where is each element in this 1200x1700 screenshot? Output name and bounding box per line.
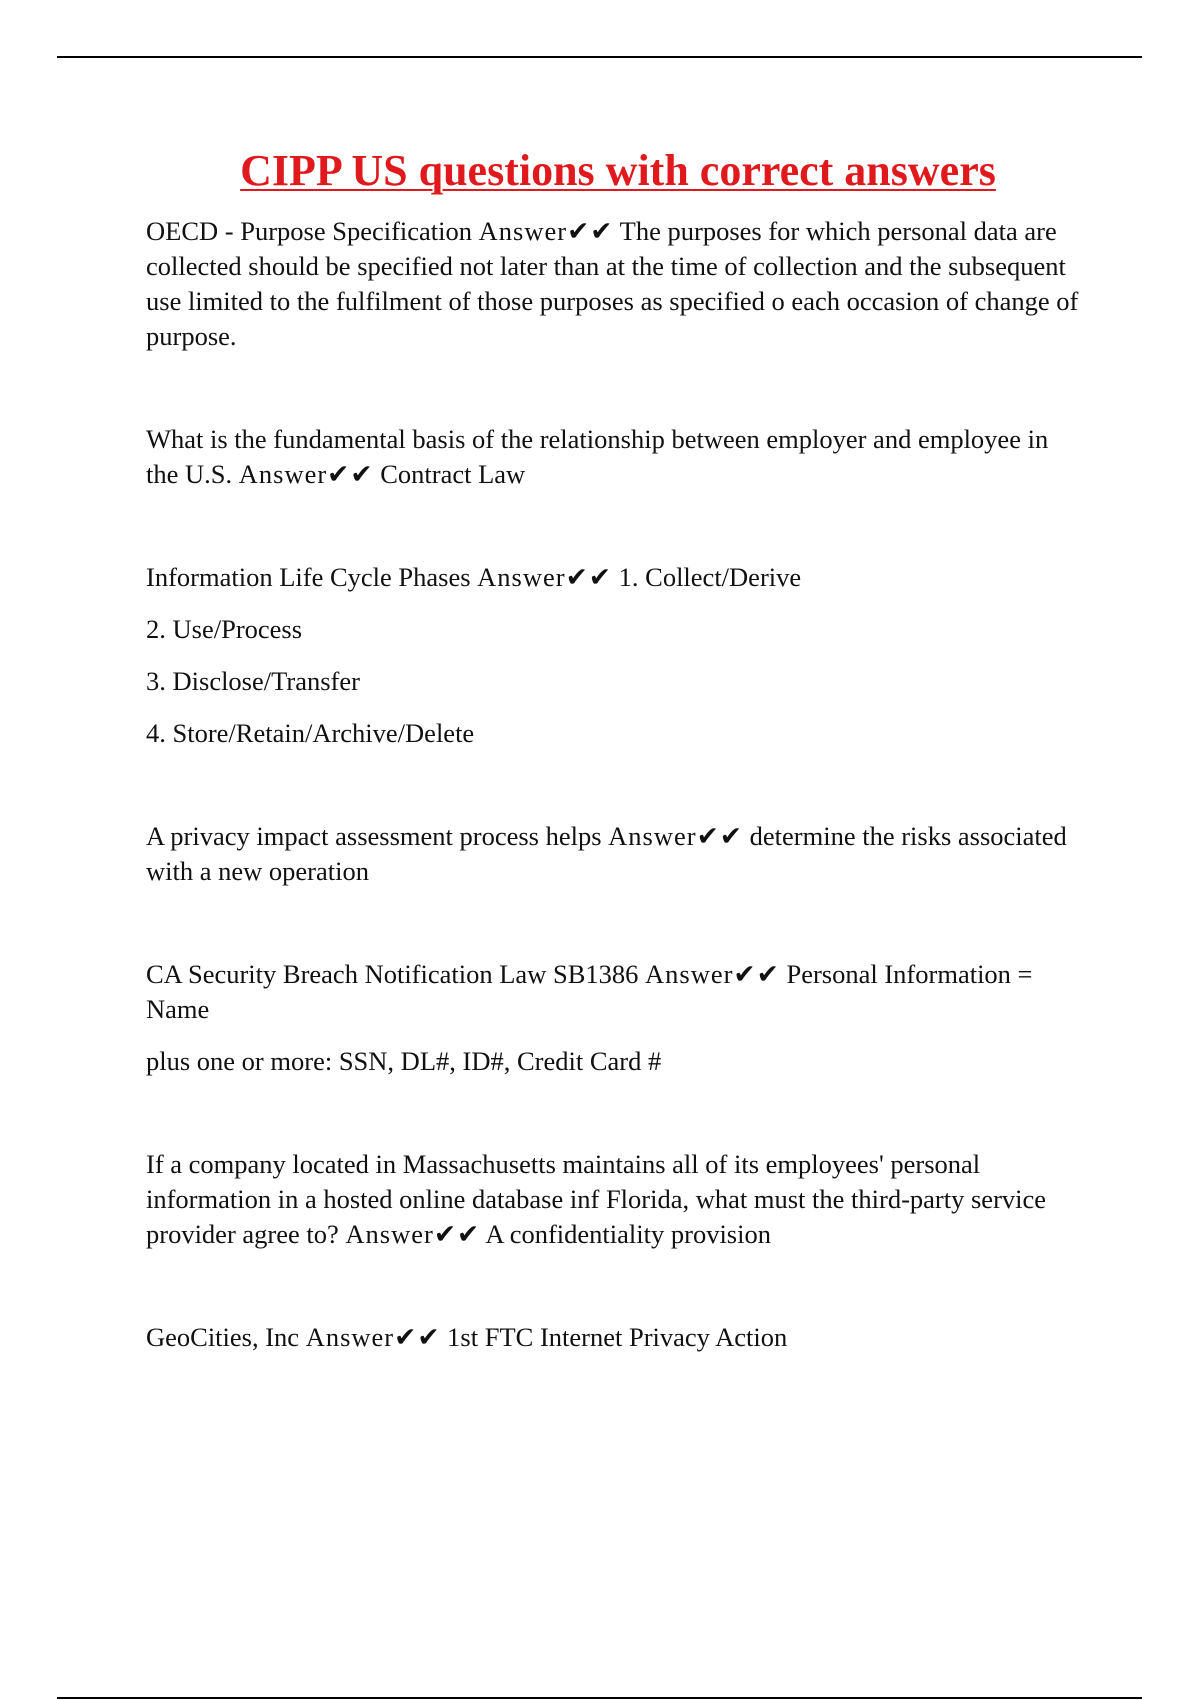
answer-marker: Answer✔✔ <box>238 459 374 489</box>
answer-text: 1. Collect/Derive <box>618 562 802 592</box>
answer-text: Personal Information = Name <box>146 959 1033 1024</box>
answer-marker: Answer✔✔ <box>477 562 613 592</box>
question-text: What is the fundamental basis of the relationship between employer and employee in the U.S. <box>146 424 1049 489</box>
qa-paragraph <box>146 560 1086 595</box>
answer-text: The purposes for which personal data are collected should be specified not later than at the time of collection and the subsequent use limited to the fulfilment of those purposes as specified o each occasion of change of purpose. <box>146 216 1079 351</box>
question-text: CA Security Breach Notification Law SB1386 <box>146 959 639 989</box>
answer-continuation: 2. Use/Process <box>146 614 303 644</box>
qa-paragraph <box>146 1147 1086 1252</box>
answer-marker: Answer✔✔ <box>645 959 780 989</box>
answer-text: Contract Law <box>380 459 526 489</box>
qa-paragraph <box>146 957 1086 1027</box>
answer-text: A confidentiality provision <box>485 1219 771 1249</box>
qa-paragraph <box>146 214 1086 354</box>
question-text: GeoCities, Inc <box>146 1322 300 1352</box>
document-body <box>146 214 1086 1423</box>
qa-paragraph <box>146 422 1086 492</box>
top-rule <box>57 56 1142 58</box>
qa-entry <box>146 1147 1086 1252</box>
answer-marker: Answer✔✔ <box>608 821 744 851</box>
qa-entry <box>146 819 1086 889</box>
qa-entry <box>146 1320 1086 1355</box>
qa-paragraph <box>146 1320 1086 1355</box>
qa-entry <box>146 422 1086 492</box>
answer-continuation: plus one or more: SSN, DL#, ID#, Credit Card # <box>146 1046 662 1076</box>
qa-entry <box>146 560 1086 751</box>
answer-marker: Answer✔✔ <box>345 1219 481 1249</box>
answer-continuation: 3. Disclose/Transfer <box>146 666 360 696</box>
qa-paragraph <box>146 819 1086 889</box>
question-text: Information Life Cycle Phases <box>146 562 471 592</box>
answer-text: determine the risks associated with a new operation <box>146 821 1067 886</box>
answer-marker: Answer✔✔ <box>305 1322 441 1352</box>
question-text: If a company located in Massachusetts maintains all of its employees' personal information in a hosted online database inf Florida, what must the third-party service provider agree to? <box>146 1149 1047 1249</box>
answer-continuation: 4. Store/Retain/Archive/Delete <box>146 718 475 748</box>
answer-marker: Answer✔✔ <box>478 216 614 246</box>
answer-text: 1st FTC Internet Privacy Action <box>447 1322 788 1352</box>
question-text: A privacy impact assessment process helps <box>146 821 602 851</box>
document-title: CIPP US questions with correct answers <box>240 146 996 195</box>
qa-entry <box>146 214 1086 354</box>
bottom-rule <box>57 1697 1142 1699</box>
question-text: OECD - Purpose Specification <box>146 216 473 246</box>
qa-entry <box>146 957 1086 1079</box>
